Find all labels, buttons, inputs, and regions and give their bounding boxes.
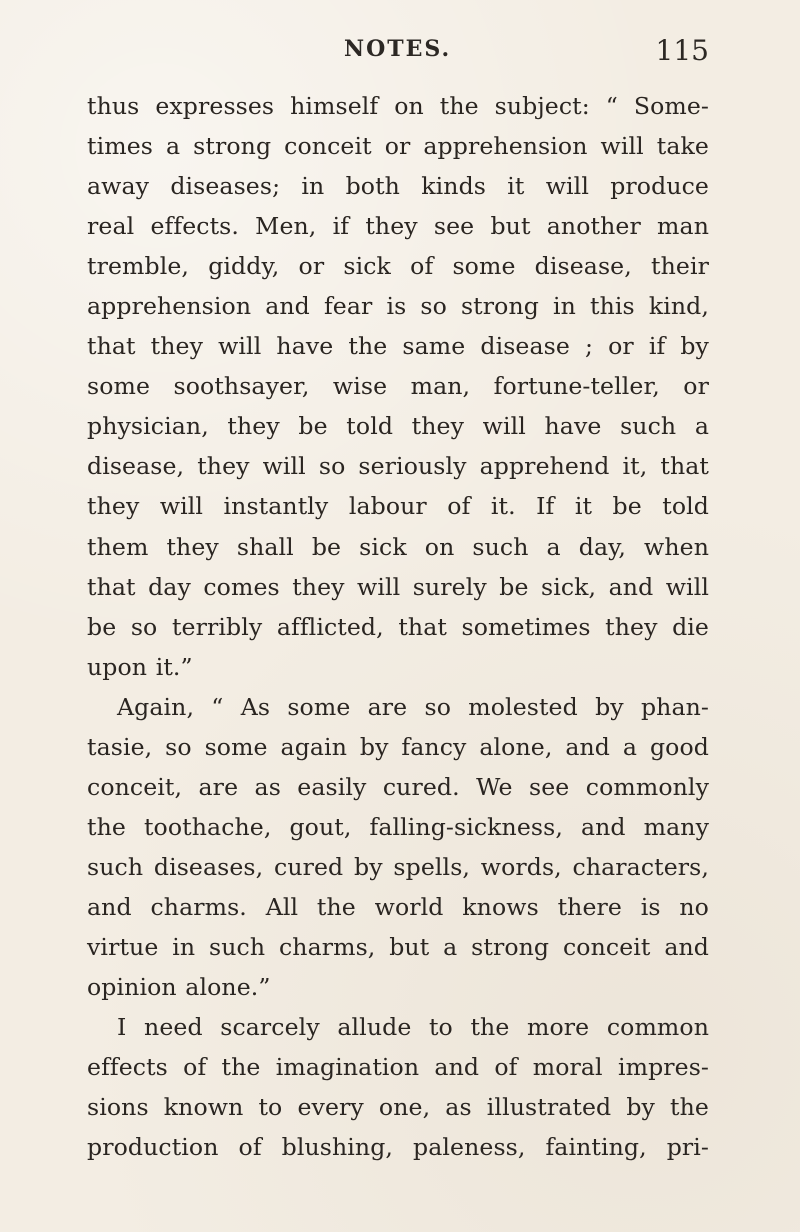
text-line: effects of the imagination and of moral impres-	[87, 1053, 709, 1082]
text-line: that they will have the same disease ; or if by	[87, 332, 709, 361]
text-line: some soothsayer, wise man, fortune-teller, or	[87, 372, 709, 401]
text-line: away diseases; in both kinds it will produce	[87, 172, 709, 201]
text-line: them they shall be sick on such a day, when	[87, 532, 709, 561]
text-line: upon it.”	[87, 652, 193, 681]
text-line: be so terribly afflicted, that sometimes they die	[87, 612, 709, 641]
text-line: the toothache, gout, falling-sickness, and many	[87, 812, 709, 841]
text-line: virtue in such charms, but a strong conceit and	[87, 932, 709, 961]
body-text	[87, 86, 709, 1167]
text-line: they will instantly labour of it. If it be told	[87, 492, 709, 521]
text-line: that day comes they will surely be sick, and will	[87, 572, 709, 601]
text-line: thus expresses himself on the subject: “ Some-	[87, 92, 709, 120]
text-line: tasie, so some again by fancy alone, and a good	[87, 732, 709, 761]
text-line: production of blushing, paleness, fainting, pri-	[87, 1133, 709, 1162]
text-line: I need scarcely allude to the more common	[117, 1013, 709, 1042]
text-line: sions known to every one, as illustrated by the	[87, 1093, 709, 1122]
text-line: times a strong conceit or apprehension will take	[87, 132, 709, 161]
running-head: NOTES.	[344, 36, 452, 62]
text-line: conceit, are as easily cured. We see commonly	[87, 772, 709, 801]
text-line: Again, “ As some are so molested by phan-	[117, 692, 709, 721]
text-line: and charms. All the world knows there is no	[87, 892, 709, 921]
page-header	[0, 34, 800, 74]
text-line: tremble, giddy, or sick of some disease, their	[87, 252, 709, 281]
text-line: opinion alone.”	[87, 973, 271, 1002]
text-line: disease, they will so seriously apprehend it, that	[87, 452, 709, 481]
text-line: physician, they be told they will have such a	[87, 412, 709, 441]
page-number: 115	[655, 34, 709, 67]
text-line: real effects. Men, if they see but another man	[87, 212, 709, 241]
text-line: apprehension and fear is so strong in this kind,	[87, 292, 709, 321]
text-line: such diseases, cured by spells, words, characters,	[87, 852, 709, 881]
